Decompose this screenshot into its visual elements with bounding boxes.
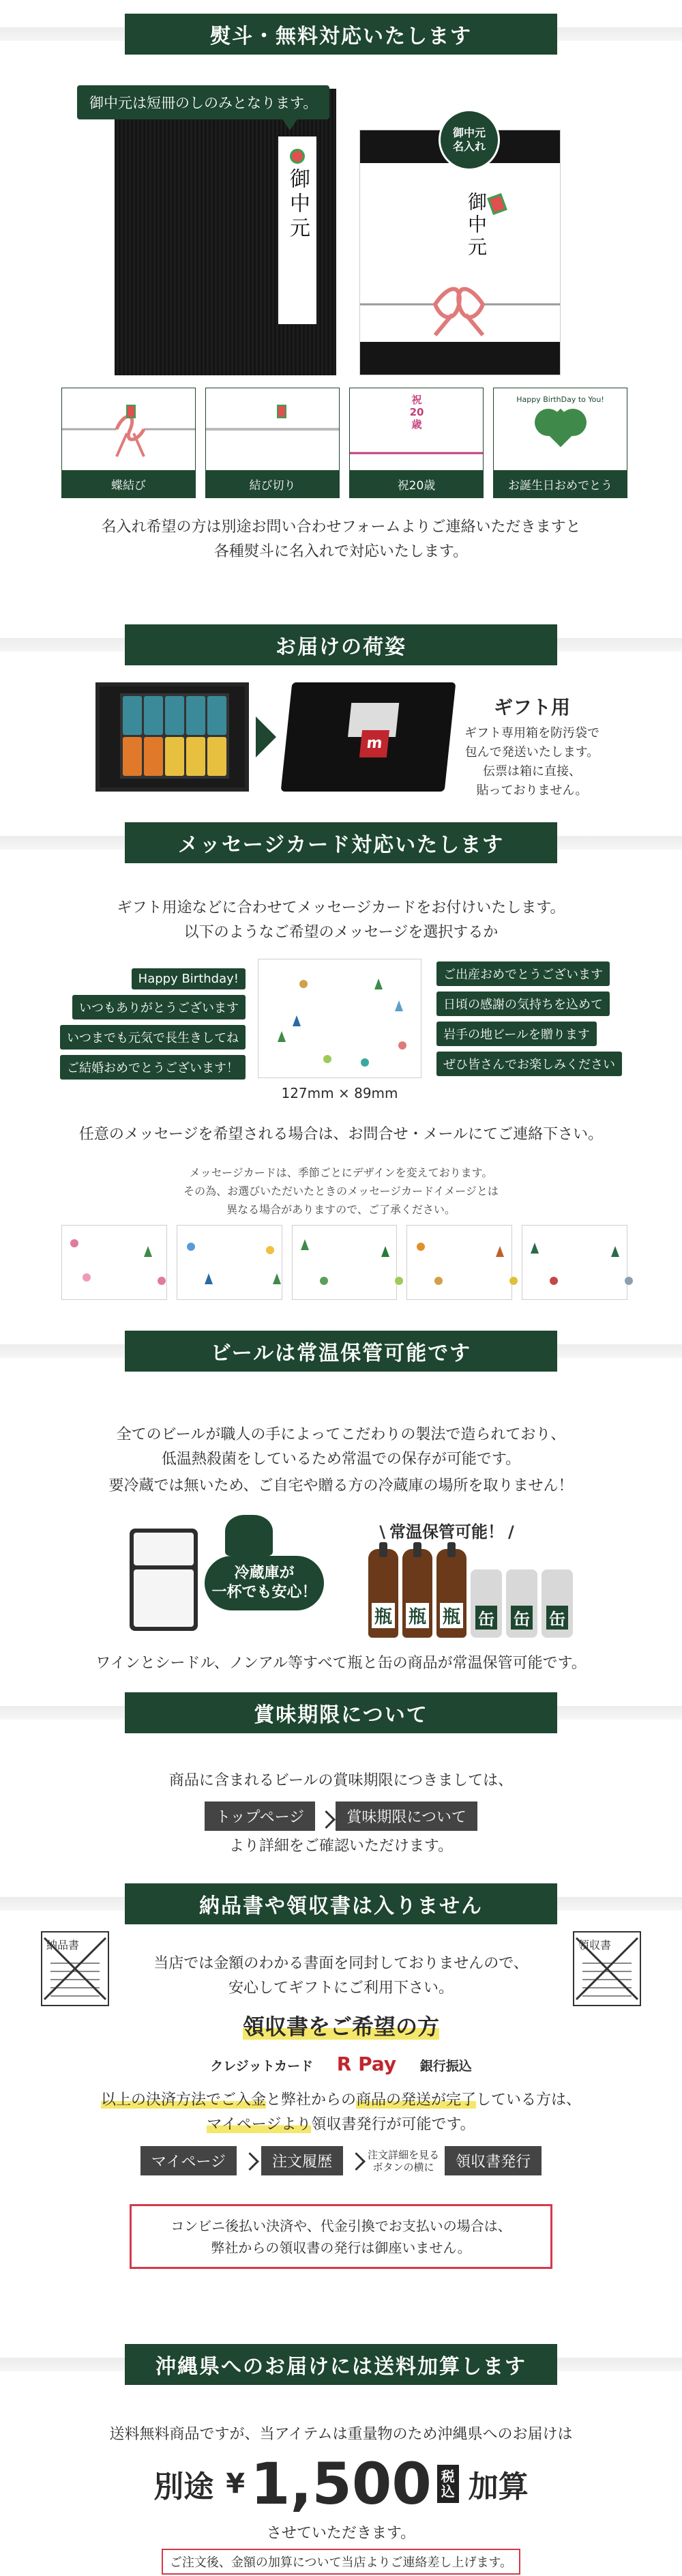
- payment-methods: クレジットカード R Pay 銀行振込: [210, 2053, 472, 2075]
- storage-section: ビールは常温保管可能です 全てのビールが職人の手によってこだわりの製法で造られており、 低温熱殺菌をしているため常温での保存が可能です。 要冷蔵では無いため、ご自宅や贈る方の冷蔵庫の場所を取りません！ 冷蔵庫が 一杯でも安心！ \ 常温保管可能！ / 瓶 瓶 瓶 缶 缶 缶 ワインとシードル、ノンアル等すべて瓶と缶の商品が常温保管可能です。: [0, 1331, 682, 1672]
- custom-message-note: 任意のメッセージを希望される場合は、お問合せ・メールにてご連絡下さい。: [78, 1126, 604, 1143]
- noshi-title: 熨斗・無料対応いたします: [125, 14, 557, 55]
- mypage-button[interactable]: マイページ: [140, 2146, 237, 2175]
- message-option: ご結婚おめでとうございます！: [60, 1055, 246, 1080]
- seasonal-card: [292, 1225, 398, 1300]
- chevron-right-icon: [349, 2151, 362, 2171]
- containers: [368, 1542, 573, 1638]
- rakuten-pay-logo: R Pay: [336, 2053, 397, 2075]
- tanzaku-noshi-box: [115, 89, 336, 375]
- noshi-type-card: 祝 20 歳 祝20歳: [349, 388, 484, 498]
- celebration-cord-icon: [350, 388, 483, 470]
- message-option: 日頃の感謝の気持ちを込めて: [436, 992, 610, 1016]
- section-heading: [0, 1883, 682, 1924]
- room-temp-label: \ 常温保管可能！ /: [379, 1522, 514, 1542]
- section-heading: [0, 2344, 682, 2385]
- bottle-icon: 瓶: [402, 1549, 432, 1638]
- can-icon: 缶: [542, 1569, 573, 1638]
- fridge-message: 冷蔵庫が 一杯でも安心！: [205, 1556, 324, 1610]
- receipt-icon: 領収書: [573, 1931, 641, 2006]
- season-note: メッセージカードは、季節ごとにデザインを変えております。 その為、お選びいただいたときのメッセージカードイメージとは 異なる場合がありますので、ご了承ください。: [183, 1166, 499, 1216]
- chou-musubi-icon: [62, 388, 195, 470]
- issue-receipt-button[interactable]: 領収書発行: [445, 2146, 542, 2175]
- noshi-note: 各種熨斗に名入れで対応いたします。: [213, 543, 469, 560]
- packaging-section: お届けの荷姿 m ギフト用 ギフト専用箱を防汚袋で 包んで発送いたします。 伝票は箱に直接、 貼っておりません。: [0, 624, 682, 802]
- expiry-title: 賞味期限について: [125, 1692, 557, 1733]
- message-card-section: メッセージカード対応いたします ギフト用途などに合わせてメッセージカードをお付けいたします。 以下のようなご希望のメッセージを選択するか Happy Birthday! いつもありがとうございます いつまでも元気で長生きしてね ご結婚おめでとうございます！ 127mm × 89mm ご出産おめでとうございます 日頃の感謝の気持ちを込めて 岩手の地ビールを贈ります ぜひ皆さんでお楽しみください 任意のメッセージを希望される場合は、お問合せ・メールにてご連絡下さい。 メッセージカードは、季節ごとにデザインを変えております。 その為、お選びいただいたときのメッセージカードイメージとは 異なる場合がありますので、ご了承ください。: [0, 822, 682, 1297]
- packaging-title: お届けの荷姿: [125, 624, 557, 665]
- arrow-icon: [256, 717, 276, 757]
- receipt-title: 納品書や領収書は入りません: [125, 1883, 557, 1924]
- message-option: いつもありがとうございます: [72, 995, 246, 1019]
- noshi-type-card: 蝶結び: [61, 388, 196, 498]
- message-option: Happy Birthday!: [132, 968, 246, 989]
- message-card-title: メッセージカード対応いたします: [125, 822, 557, 863]
- mizuhiki-icon: [290, 149, 305, 164]
- tanzaku-strip: 御中元: [278, 136, 316, 324]
- contact-note: ご注文後、金額の加算について当店よりご連絡差し上げます。: [162, 2549, 520, 2575]
- storage-title: ビールは常温保管可能です: [125, 1331, 557, 1372]
- musubikiri-icon: [206, 388, 339, 470]
- named-noshi-box: 御中元: [359, 130, 561, 375]
- fridge-icon: [130, 1529, 198, 1631]
- gift-box-image: [95, 682, 249, 792]
- noshi-type-card: Happy BirthDay to You! お誕生日おめでとう: [493, 388, 627, 498]
- name-badge: 御中元 名入れ: [439, 109, 500, 171]
- message-card-sample: [258, 959, 421, 1078]
- section-heading: [0, 14, 682, 55]
- section-heading: [0, 624, 682, 665]
- delivery-slip-icon: 納品書: [41, 1931, 109, 2006]
- top-page-button[interactable]: トップページ: [205, 1801, 315, 1831]
- noshi-section: [0, 14, 682, 624]
- shipping-label-icon: m: [359, 730, 389, 757]
- tanzaku-callout: 御中元は短冊のしのみとなります。: [77, 85, 329, 119]
- expiry-info-button[interactable]: 賞味期限について: [336, 1801, 477, 1831]
- mascot-icon: [225, 1515, 273, 1556]
- card-size: 127mm × 89mm: [281, 1085, 398, 1101]
- noshi-type-card: 結び切り: [205, 388, 340, 498]
- warning-box: コンビニ後払い決済や、代金引換でお支払いの場合は、 弊社からの領収書の発行は御座いません。: [130, 2204, 552, 2269]
- can-icon: 缶: [471, 1569, 502, 1638]
- seasonal-cards: [61, 1225, 627, 1300]
- can-icon: 缶: [506, 1569, 537, 1638]
- order-history-button[interactable]: 注文履歴: [261, 2146, 343, 2175]
- message-option: ご出産おめでとうございます: [436, 961, 610, 986]
- noshi-note: 名入れ希望の方は別途お問い合わせフォームよりご連絡いただきますと: [101, 519, 581, 536]
- wrapped-box-image: [281, 682, 456, 792]
- surcharge-amount: 別途 ¥ 1,500 税 込 加算: [153, 2450, 529, 2517]
- section-heading: [0, 822, 682, 863]
- section-heading: [0, 1692, 682, 1733]
- seasonal-card: [177, 1225, 282, 1300]
- chevron-right-icon: [242, 2151, 256, 2171]
- receipt-subtitle: 領収書をご希望の方: [242, 2014, 439, 2040]
- message-list-right: [436, 959, 624, 1079]
- okinawa-title: 沖縄県へのお届けには送料加算します: [125, 2344, 557, 2385]
- bottle-icon: 瓶: [436, 1549, 466, 1638]
- message-option: ぜひ皆さんでお楽しみください: [436, 1052, 622, 1076]
- noshi-types: [61, 388, 627, 498]
- section-heading: [0, 1331, 682, 1372]
- chevron-right-icon: [318, 1809, 332, 1829]
- message-list-left: [58, 966, 246, 1082]
- noshi-emblem-icon: [487, 193, 507, 215]
- message-option: いつまでも元気で長生きしてね: [60, 1025, 246, 1050]
- seasonal-card: [522, 1225, 627, 1300]
- mizuhiki-cord-icon: [360, 277, 561, 338]
- bottle-icon: 瓶: [368, 1549, 398, 1638]
- seasonal-card: [61, 1225, 167, 1300]
- okinawa-section: 沖縄県へのお届けには送料加算します 送料無料商品ですが、当アイテムは重量物のため沖縄県へのお届けは 別途 ¥ 1,500 税 込 加算 させていただきます。 ご注文後、金額の加算について当店よりご連絡差し上げます。: [0, 2344, 682, 2576]
- receipt-section: 納品書や領収書は入りません 納品書 領収書 当店では金額のわかる書面を同封しておりませんので、 安心してギフトにご利用下さい。 領収書をご希望の方 クレジットカード R Pay 銀行振込 以上の決済方法でご入金と弊社からの商品の発送が完了している方は、 マイページより領収書発行が可能です。 マイページ 注文履歴 注文詳細を見る ボタンの横に 領収書発行 コンビニ後払い決済や、代金引換でお支払いの場合は、 弊社からの領収書の発行は御座いません。: [0, 1883, 682, 2313]
- expiry-section: 賞味期限について 商品に含まれるビールの賞味期限につきましては、 トップページ 賞味期限について より詳細をご確認いただけます。: [0, 1692, 682, 1866]
- seasonal-card: [406, 1225, 512, 1300]
- message-option: 岩手の地ビールを贈ります: [436, 1022, 597, 1046]
- gift-label: ギフト用: [493, 696, 570, 719]
